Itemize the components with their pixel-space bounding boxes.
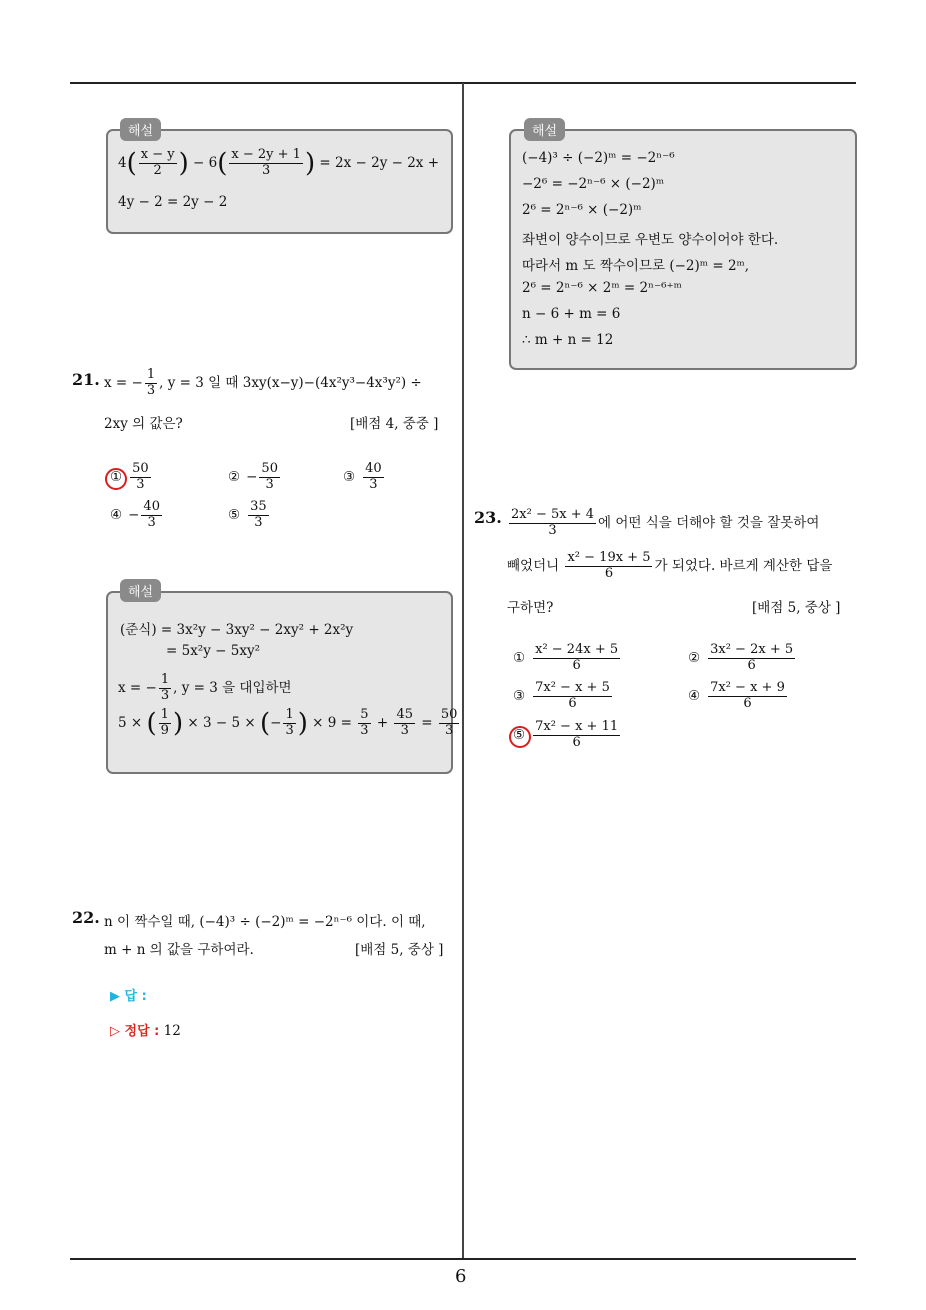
q22-solution-line1: (−4)³ ÷ (−2)ᵐ = −2ⁿ⁻⁶ xyxy=(522,150,675,166)
q23-choice-3[interactable]: ③ $\frac{\text{7x² − x + 5}}{6}$ xyxy=(513,680,610,711)
q20-solution-tag: 해설 xyxy=(120,118,161,141)
q21-solution-line2: = 5x²y − 5xy² xyxy=(166,643,260,659)
q23-choice-2[interactable]: ② $\frac{\text{3x² − 2x + 5}}{6}$ xyxy=(688,642,794,673)
q21-choice-5[interactable]: ⑤ $\frac{35}{3}$ xyxy=(228,499,267,530)
page-number: 6 xyxy=(455,1266,467,1287)
q20-solution-line2: 4y − 2 = 2y − 2 xyxy=(118,194,228,210)
q21-solution-line1: (준식) = 3x²y − 3xy² − 2xy² + 2x²y xyxy=(120,622,354,638)
q22-stem-line2: m + n 의 값을 구하여라. xyxy=(104,942,254,958)
q21-solution-line4: 5 × ( $\frac{1}{9}$ ) × 3 − 5 × (− $\frac{1}{3}$ ) × 9 = $\frac{5}{3}$ + $\frac{45}{3}$ = $\frac{50}{3}$ xyxy=(118,707,458,739)
q22-number: 22. xyxy=(72,908,100,927)
q22-answer-field[interactable]: ▶ 답 : xyxy=(110,989,147,1004)
q22-stem-line1: n 이 짝수일 때, (−4)³ ÷ (−2)ᵐ = −2ⁿ⁻⁶ 이다. 이 때, xyxy=(104,914,426,930)
q21-choice-2[interactable]: ② − $\frac{50}{3}$ xyxy=(228,461,278,492)
q21-solution-line3: x = − $\frac{1}{3}$ , y = 3 을 대입하면 xyxy=(118,672,292,703)
frac: $\frac{x - y}{2}$ xyxy=(140,147,175,178)
q23-number: 23. xyxy=(474,508,502,527)
bottom-rule xyxy=(70,1258,856,1260)
q23-stem-line2: 빼었더니 $\frac{\text{x² − 19x + 5}}{6}$ 가 되었다. 바르게 계산한 답을 xyxy=(507,550,833,581)
q22-solution-line6: 2⁶ = 2ⁿ⁻⁶ × 2ᵐ = 2ⁿ⁻⁶⁺ᵐ xyxy=(522,280,682,296)
q22-solution-line3: 2⁶ = 2ⁿ⁻⁶ × (−2)ᵐ xyxy=(522,202,642,218)
q20-solution-box xyxy=(106,129,453,234)
q22-correct-answer: ▷ 정답 : 12 xyxy=(110,1023,181,1039)
q21-stem-line1: x = − $\frac{1}{3}$ , y = 3 일 때 3xy(x−y)−(4x²y³−4x³y²) ÷ xyxy=(104,367,422,398)
q22-solution-line8: ∴ m + n = 12 xyxy=(522,332,614,348)
q23-points: [배점 5, 중상 ] xyxy=(752,600,841,616)
q21-number: 21. xyxy=(72,370,100,389)
q23-choice-1[interactable]: ① $\frac{\text{x² − 24x + 5}}{6}$ xyxy=(513,642,619,673)
q22-points: [배점 5, 중상 ] xyxy=(355,942,444,958)
q22-solution-line5: 따라서 m 도 짝수이므로 (−2)ᵐ = 2ᵐ, xyxy=(522,258,750,274)
q22-solution-line7: n − 6 + m = 6 xyxy=(522,306,621,322)
q22-solution-line4: 좌변이 양수이므로 우변도 양수이어야 한다. xyxy=(522,232,779,248)
q21-choice-1[interactable]: ① $\frac{50}{3}$ xyxy=(110,461,149,492)
q23-stem-line1: $\frac{\text{2x² − 5x + 4}}{3}$ 에 어떤 식을 더해야 할 것을 잘못하여 xyxy=(511,507,820,538)
q21-solution-tag: 해설 xyxy=(120,579,161,602)
q20-solution-line1: 4( $\frac{x - y}{2}$ ) − 6( $\frac{x - 2y + 1}{3}$ ) = 2x − 2y − 2x + xyxy=(118,147,440,179)
column-divider xyxy=(462,83,464,1259)
frac: $\frac{x - 2y + 1}{3}$ xyxy=(231,147,301,178)
q23-choice-5[interactable]: ⑤ $\frac{\text{7x² − x + 11}}{6}$ xyxy=(513,719,619,750)
q22-solution-line2: −2⁶ = −2ⁿ⁻⁶ × (−2)ᵐ xyxy=(522,176,665,192)
q21-choice-4[interactable]: ④ − $\frac{40}{3}$ xyxy=(110,499,160,530)
q23-choice-4[interactable]: ④ $\frac{\text{7x² − x + 9}}{6}$ xyxy=(688,680,785,711)
q22-solution-tag: 해설 xyxy=(524,118,565,141)
frac: $\frac{1}{3}$ xyxy=(146,367,156,398)
q21-stem-line2: 2xy 의 값은? xyxy=(104,416,183,432)
q21-choice-3[interactable]: ③ $\frac{40}{3}$ xyxy=(343,461,382,492)
coef: 4 xyxy=(118,154,127,171)
q23-stem-line3: 구하면? xyxy=(507,600,554,616)
q21-points: [배점 4, 중중 ] xyxy=(350,416,439,432)
